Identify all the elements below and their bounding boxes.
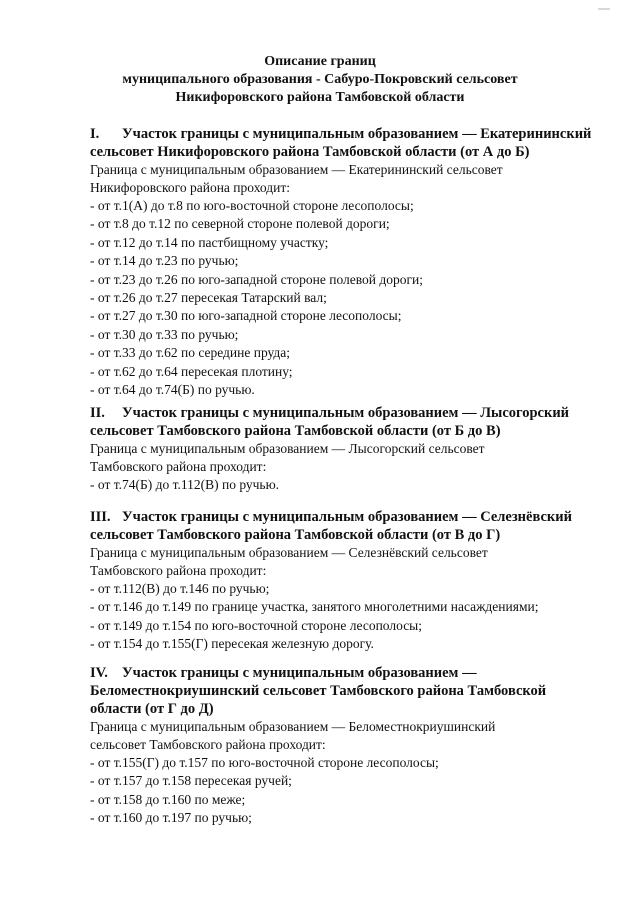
section-heading [90,404,620,440]
heading-line: Беломестнокриушинский сельсовет Тамбовского района Тамбовской [90,683,547,699]
list-item: - от т.64 до т.74(Б) по ручью. [90,382,255,398]
section-heading [90,664,620,718]
intro-line: Никифоровского района проходит: [90,180,291,195]
scan-mark [598,8,610,10]
list-item: - от т.154 до т.155(Г) пересекая железную дорогу. [90,636,374,652]
list-item: - от т.149 до т.154 по юго-восточной стороне лесополосы; [90,617,423,633]
section-heading [90,125,620,161]
section-number: IV. [90,665,108,681]
section-3 [90,508,620,654]
heading-line: Участок границы с муниципальным образованием — Лысогорский [122,405,570,421]
list-item: - от т.1(А) до т.8 по юго-восточной стороне лесополосы; [90,198,414,213]
list-item: - от т.62 до т.64 пересекая плотину; [90,363,293,379]
list-item: - от т.112(В) до т.146 по ручью; [90,581,270,596]
title-line-3: Никифоровского района Тамбовской области [175,90,465,105]
section-number: III. [90,509,111,525]
intro-line: Граница с муниципальным образованием — Екатерининский сельсовет [90,162,503,177]
section-2 [90,404,620,494]
list-item: - от т.27 до т.30 по юго-западной стороне лесополосы; [90,308,402,324]
list-item: - от т.160 до т.197 по ручью; [90,810,252,826]
heading-line: Участок границы с муниципальным образованием — Екатерининский [122,126,592,142]
intro-line: Тамбовского района проходит: [90,459,267,474]
section-number: I. [90,126,100,142]
section-number: II. [90,405,105,421]
section-intro [90,161,620,197]
heading-line: сельсовет Никифоровского района Тамбовской области (от А до Б) [90,144,530,160]
intro-line: Граница с муниципальным образованием — Селезнёвский сельсовет [90,545,488,560]
boundary-list [90,476,620,494]
list-item: - от т.157 до т.158 пересекая ручей; [90,773,292,789]
intro-line: Граница с муниципальным образованием — Беломестнокриушинский [90,719,496,734]
section-4 [90,664,620,828]
title-line-1: Описание границ [264,54,376,69]
title-line-2: муниципального образования - Сабуро-Покровский сельсовет [122,72,518,87]
list-item: - от т.26 до т.27 пересекая Татарский вал; [90,290,327,306]
list-item: - от т.146 до т.149 по границе участка, занятого многолетними насаждениями; [90,599,539,615]
heading-line: области (от Г до Д) [90,701,214,717]
intro-line: Тамбовского района проходит: [90,563,267,578]
heading-line: сельсовет Тамбовского района Тамбовской области (от В до Г) [90,527,501,543]
list-item: - от т.12 до т.14 по пастбищному участку; [90,234,329,250]
list-item: - от т.30 до т.33 по ручью; [90,326,239,342]
intro-line: сельсовет Тамбовского района проходит: [90,737,326,752]
boundary-list [90,197,620,399]
heading-line: сельсовет Тамбовского района Тамбовской области (от Б до В) [90,423,501,439]
list-item: - от т.23 до т.26 по юго-западной стороне полевой дороги; [90,271,424,287]
list-item: - от т.33 до т.62 по середине пруда; [90,345,291,361]
section-1 [90,125,620,399]
section-intro [90,440,620,476]
section-heading [90,508,620,544]
heading-line: Участок границы с муниципальным образованием — [122,665,477,681]
list-item: - от т.74(Б) до т.112(В) по ручью. [90,477,280,492]
list-item: - от т.158 до т.160 по меже; [90,791,246,807]
intro-line: Граница с муниципальным образованием — Лысогорский сельсовет [90,441,485,456]
document-title [0,53,640,107]
list-item: - от т.14 до т.23 по ручью; [90,253,239,269]
section-intro [90,544,620,580]
boundary-list [90,580,620,654]
list-item: - от т.8 до т.12 по северной стороне полевой дороги; [90,216,390,232]
boundary-list [90,754,620,828]
heading-line: Участок границы с муниципальным образованием — Селезнёвский [122,509,572,525]
list-item: - от т.155(Г) до т.157 по юго-восточной стороне лесополосы; [90,755,439,770]
section-intro [90,718,620,754]
